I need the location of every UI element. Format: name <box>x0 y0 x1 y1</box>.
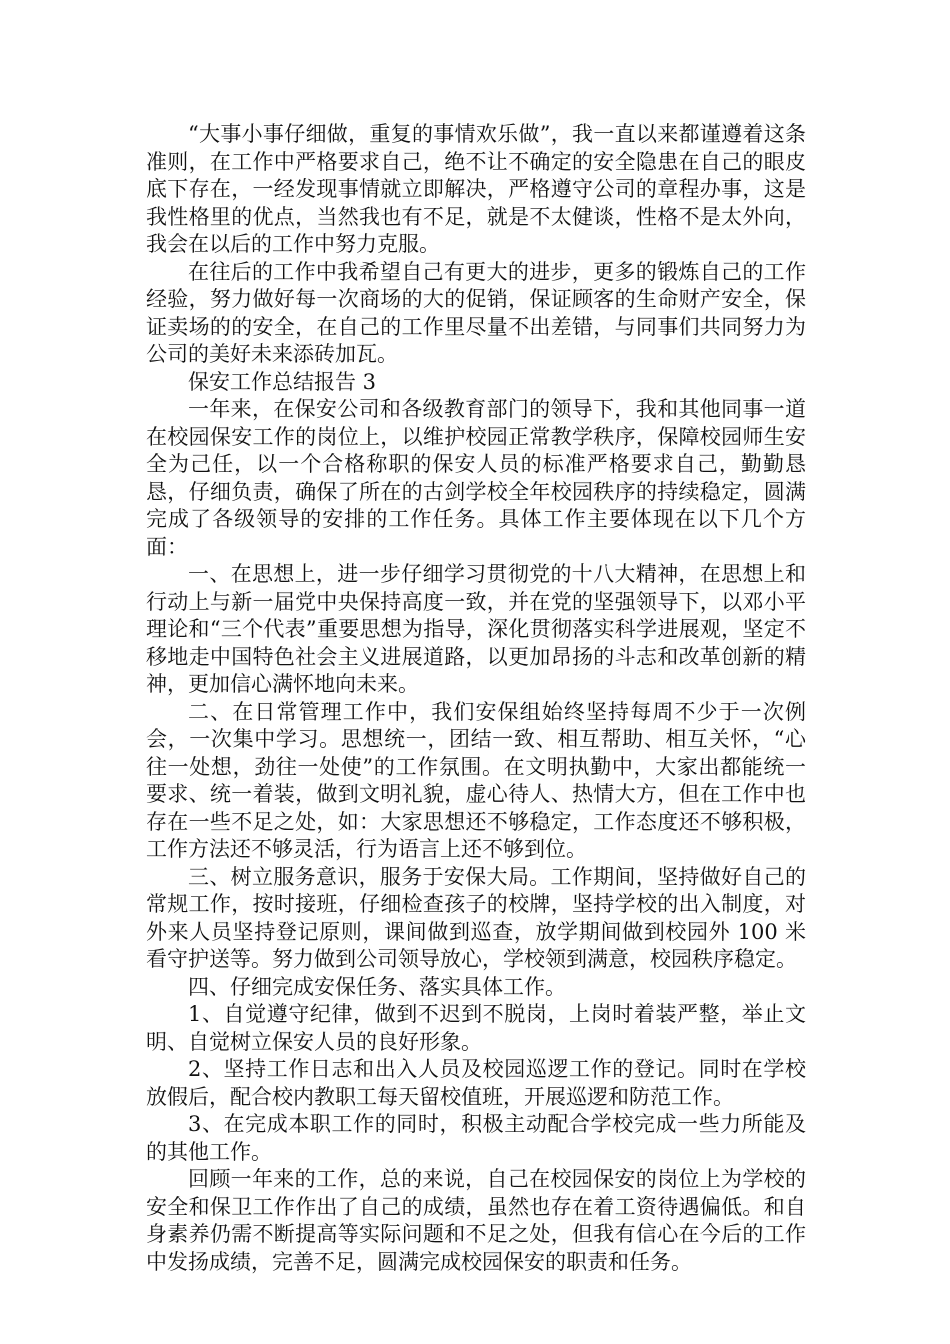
paragraph-1: “大事小事仔细做，重复的事情欢乐做”，我一直以来都谨遵着这条准则，在工作中严格要求自己，绝不让不确定的安全隐患在自己的眼皮底下存在，一经发现事情就立即解决，严格遵守公司的章程办事，这是我性格里的优点，当然我也有不足，就是不太健谈，性格不是太外向，我会在以后的工作中努力克服。 <box>146 122 806 256</box>
section-heading: 保安工作总结报告 3 <box>188 369 377 394</box>
list-item-3: 3、在完成本职工作的同时，积极主动配合学校完成一些力所能及的其他工作。 <box>146 1112 806 1164</box>
paragraph-6: 三、树立服务意识，服务于安保大局。工作期间，坚持做好自己的常规工作，按时接班，仔细检查孩子的校牌，坚持学校的出入制度，对外来人员坚持登记原则，课间做到巡查，放学期间做到校园外 100 米看守护送等。努力做到公司领导放心，学校领到满意，校园秩序稳定。 <box>146 864 806 971</box>
list-item-2: 2、坚持工作日志和出入人员及校园巡逻工作的登记。同时在学校放假后，配合校内教职工每天留校值班，开展巡逻和防范工作。 <box>146 1057 806 1109</box>
document-body <box>146 121 806 1276</box>
paragraph-5: 二、在日常管理工作中，我们安保组始终坚持每周不少于一次例会，一次集中学习。思想统一，团结一致、相互帮助、相互关怀，“心往一处想，劲往一处使”的工作氛围。在文明执勤中，大家出都能统一要求、统一着装，做到文明礼貌，虚心待人、热情大方，但在工作中也存在一些不足之处，如：大家思想还不够稳定，工作态度还不够积极，工作方法还不够灵活，行为语言上还不够到位。 <box>146 699 806 861</box>
list-item-1: 1、自觉遵守纪律，做到不迟到不脱岗，上岗时着装严整，举止文明、自觉树立保安人员的良好形象。 <box>146 1002 806 1054</box>
paragraph-4: 一、在思想上，进一步仔细学习贯彻党的十八大精神，在思想上和行动上与新一届党中央保持高度一致，并在党的坚强领导下，以邓小平理论和“三个代表”重要思想为指导，深化贯彻落实科学进展观，坚定不移地走中国特色社会主义进展道路，以更加昂扬的斗志和改革创新的精神，更加信心满怀地向未来。 <box>146 562 806 696</box>
paragraph-7: 四、仔细完成安保任务、落实具体工作。 <box>188 974 566 999</box>
paragraph-3: 一年来，在保安公司和各级教育部门的领导下，我和其他同事一道在校园保安工作的岗位上，以维护校园正常教学秩序，保障校园师生安全为己任，以一个合格称职的保安人员的标准严格要求自己，勤勤恳恳，仔细负责，确保了所在的古剑学校全年校园秩序的持续稳定，圆满完成了各级领导的安排的工作任务。具体工作主要体现在以下几个方面： <box>146 397 806 559</box>
paragraph-8: 回顾一年来的工作，总的来说，自己在校园保安的岗位上为学校的安全和保卫工作作出了自己的成绩，虽然也存在着工资待遇偏低。和自身素养仍需不断提高等实际问题和不足之处，但我有信心在今后的工作中发扬成绩，完善不足，圆满完成校园保安的职责和任务。 <box>146 1167 806 1274</box>
paragraph-2: 在往后的工作中我希望自己有更大的进步，更多的锻炼自己的工作经验，努力做好每一次商场的大的促销，保证顾客的生命财产安全，保证卖场的的安全，在自己的工作里尽量不出差错，与同事们共同努力为公司的美好未来添砖加瓦。 <box>146 259 806 366</box>
